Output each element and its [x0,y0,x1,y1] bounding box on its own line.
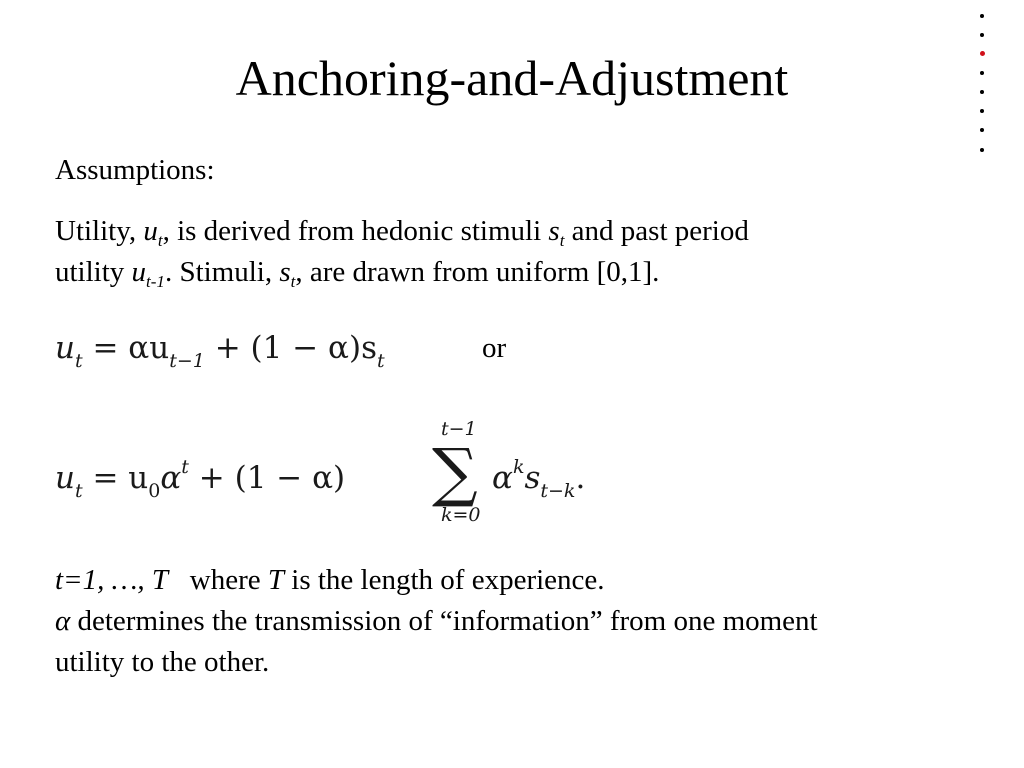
eq-term: . [575,460,586,496]
assumptions-heading: Assumptions: [55,154,215,186]
text-span: . Stimuli, [164,256,280,288]
eq-symbol: u [55,330,75,366]
nav-dot[interactable] [980,14,984,18]
eq-left-part [55,456,345,500]
text-span: utility [55,256,132,288]
text-span: , are drawn from uniform [0,1]. [295,256,660,288]
eq-sum-term [492,456,585,500]
eq-subscript: 0 [148,480,161,502]
eq-symbol: u [55,460,75,496]
symbol-s: s [548,215,560,247]
sigma-upper-limit: t−1 [441,418,477,440]
symbol-s: s [279,256,291,288]
nav-dot[interactable] [980,109,984,113]
text-span: t=1, …, T [55,564,169,596]
eq-subscript: t [376,350,385,372]
symbol-alpha: α [55,605,71,637]
paragraph-line [55,252,749,293]
paragraph-line [55,560,818,601]
text-span: Utility, [55,215,144,247]
eq-subscript: t−1 [169,350,205,372]
symbol-u: u [143,215,158,247]
nav-dot[interactable] [980,33,984,37]
text-span: and past period [564,215,749,247]
eq-superscript: t [181,456,189,478]
sigma-symbol: ∑ [432,436,478,510]
subscript: t [290,272,296,291]
subscript: t [157,231,163,250]
text-span: is the length of experience. [284,564,605,596]
nav-dot[interactable] [980,128,984,132]
nav-dot[interactable] [980,148,984,152]
eq-term: + (1 − α) [188,460,346,496]
eq-subscript: t−k [540,480,576,502]
definitions-paragraph [55,560,818,683]
assumptions-paragraph [55,211,749,293]
sigma-lower-limit: k=0 [441,504,481,526]
slide-title: Anchoring-and-Adjustment [235,50,789,106]
paragraph-line [55,211,749,252]
eq-symbol: α [160,460,182,496]
paragraph-line: utility to the other. [55,646,270,678]
subscript: t-1 [146,272,165,291]
eq-symbol: α [492,460,513,496]
eq-term: + (1 − α)s [204,330,377,366]
text-span: where [168,564,268,596]
eq-term: = αu [82,330,170,366]
equation-recursive [55,326,385,370]
eq-superscript: k [512,456,525,478]
text-span: determines the transmission of “information” from one moment [70,605,818,637]
subscript: t [559,231,565,250]
paragraph-line [55,601,818,642]
eq-subscript: t [74,350,83,372]
or-label: or [482,332,507,364]
symbol-T: T [267,564,285,596]
equation-closed-form [55,418,586,530]
eq-symbol: s [524,460,541,496]
eq-term: = u [82,460,149,496]
eq-subscript: t [74,480,83,502]
text-span: , is derived from hedonic stimuli [162,215,549,247]
symbol-u: u [131,256,147,288]
